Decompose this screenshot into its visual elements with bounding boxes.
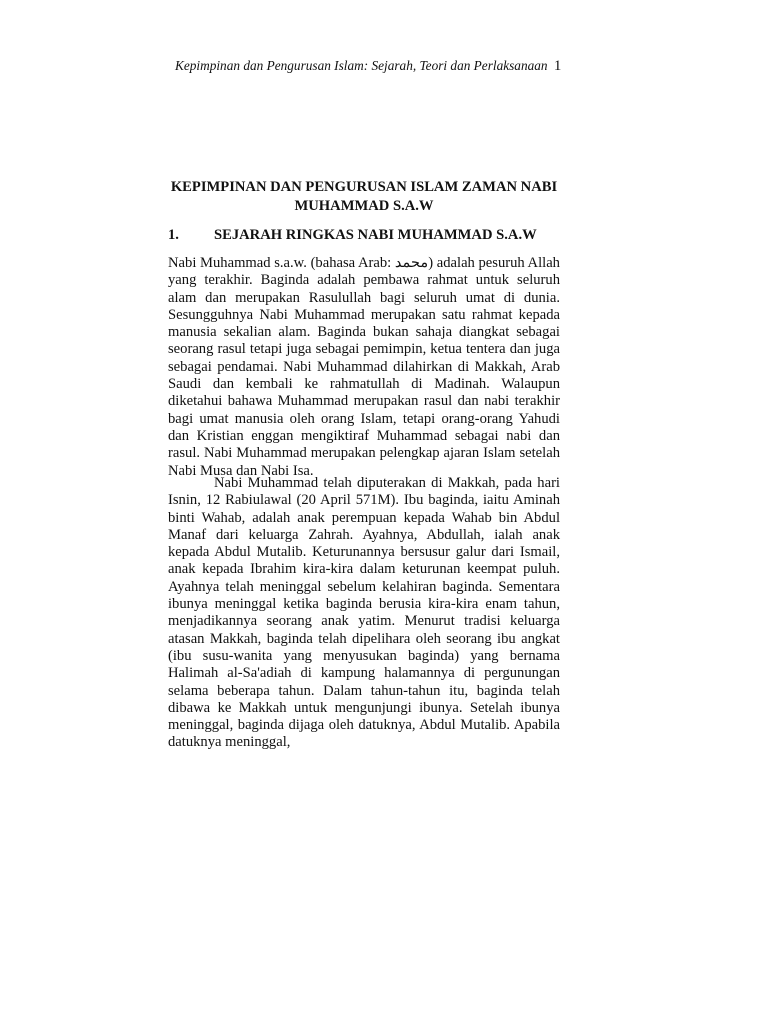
section-number: 1.: [168, 227, 179, 243]
section-heading: [168, 226, 560, 244]
running-header: [175, 58, 562, 75]
document-title: KEPIMPINAN DAN PENGURUSAN ISLAM ZAMAN NABI MUHAMMAD S.A.W: [170, 179, 558, 214]
running-title: Kepimpinan dan Pengurusan Islam: Sejarah, Teori dan Perlaksanaan: [175, 58, 548, 73]
body-paragraph-2: Nabi Muhammad telah diputerakan di Makkah, pada hari Isnin, 12 Rabiulawal (20 April 571M). Ibu baginda, iaitu Aminah binti Wahab, adalah anak perempuan kepada Wahab bin Abdul Manaf dari keluarga Zahrah. Ayahnya, Abdullah, ialah anak kepada Abdul Mutalib. Keturunannya bersusur galur dari Ismail, anak kepada Ibrahim kira-kira dalam keturunan keempat puluh. Ayahnya telah meninggal sebelum kelahiran baginda. Sementara ibunya meninggal ketika baginda berusia kira-kira enam tahun, menjadikannya seorang anak yatim. Menurut tradisi keluarga atasan Makkah, baginda telah dipelihara oleh seorang ibu angkat (ibu susu-wanita yang menyusukan baginda) yang bernama Halimah al-Sa'adiah di kampung halamannya di pergunungan selama beberapa tahun. Dalam tahun-tahun itu, baginda telah dibawa ke Makkah untuk mengunjungi ibunya. Setelah ibunya meninggal, baginda dijaga oleh datuknya, Abdul Mutalib. Apabila datuknya meninggal,: [168, 475, 560, 751]
body-paragraph-1: Nabi Muhammad s.a.w. (bahasa Arab: محمد) adalah pesuruh Allah yang terakhir. Baginda adalah pembawa rahmat untuk seluruh alam dan merupakan Rasulullah bagi seluruh umat di dunia. Sesungguhnya Nabi Muhammad merupakan satu rahmat kepada manusia sekalian alam. Baginda bukan sahaja diangkat sebagai seorang rasul tetapi juga sebagai pemimpin, ketua tentera dan juga sebagai pendamai. Nabi Muhammad dilahirkan di Makkah, Arab Saudi dan kembali ke rahmatullah di Madinah. Walaupun diketahui bahawa Muhammad merupakan rasul dan nabi terakhir bagi umat manusia oleh orang Islam, tetapi orang-orang Yahudi dan Kristian enggan mengiktiraf Muhammad sebagai nabi dan rasul. Nabi Muhammad merupakan pelengkap ajaran Islam setelah Nabi Musa dan Nabi Isa.: [168, 255, 560, 479]
section-heading-text: SEJARAH RINGKAS NABI MUHAMMAD S.A.W: [214, 227, 537, 243]
page-number: 1: [553, 58, 562, 74]
